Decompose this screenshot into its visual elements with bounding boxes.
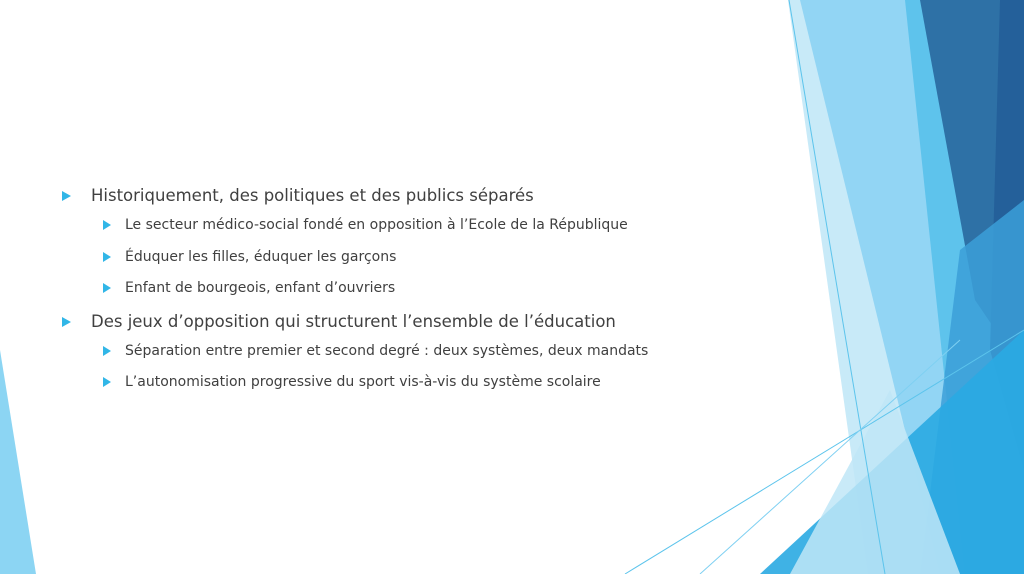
bullet-level1-historique xyxy=(62,184,782,208)
bullet-level2-autonomisation-sport xyxy=(103,372,782,392)
bullet-level2-bourgeois-ouvriers xyxy=(103,278,782,298)
bullet-level2-medico-social xyxy=(103,215,782,235)
bullet-text: L’autonomisation progressive du sport vis-à-vis du système scolaire xyxy=(125,374,601,390)
bullet-text: Séparation entre premier et second degré : deux systèmes, deux mandats xyxy=(125,342,649,359)
bullet-text: Éduquer les filles, éduquer les garçons xyxy=(125,248,397,265)
left-accent-sliver xyxy=(0,350,36,574)
triangle-arrow-icon xyxy=(62,317,71,327)
triangle-arrow-icon xyxy=(103,346,111,356)
bullet-level2-filles-garcons xyxy=(103,247,782,267)
bullet-text: Des jeux d’opposition qui structurent l’ensemble de l’éducation xyxy=(91,311,616,331)
slide-content xyxy=(62,184,782,404)
triangle-arrow-icon xyxy=(103,252,111,262)
bullet-text: Enfant de bourgeois, enfant d’ouvriers xyxy=(125,280,396,296)
bullet-text: Historiquement, des politiques et des publics séparés xyxy=(91,186,534,205)
triangle-arrow-icon xyxy=(103,283,111,293)
bullet-level2-premier-second-degre xyxy=(103,341,782,361)
triangle-arrow-icon xyxy=(103,377,111,387)
triangle-arrow-icon xyxy=(103,220,111,230)
triangle-arrow-icon xyxy=(62,191,71,201)
bullet-text: Le secteur médico-social fondé en opposition à l’Ecole de la République xyxy=(125,217,628,233)
bullet-level1-jeux-opposition xyxy=(62,310,782,334)
